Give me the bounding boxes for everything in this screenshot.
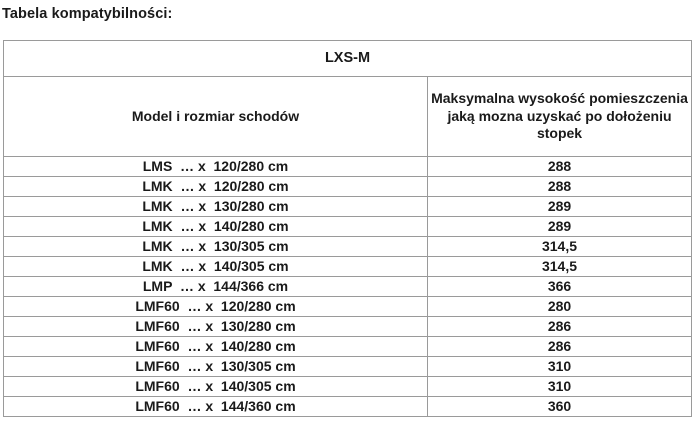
table-body bbox=[4, 157, 692, 417]
table-row bbox=[4, 277, 692, 297]
table-caption: LXS-M bbox=[4, 41, 692, 77]
model-cell: LMK … x 130/280 cm bbox=[4, 197, 428, 217]
table-row bbox=[4, 157, 692, 177]
table-row bbox=[4, 177, 692, 197]
model-cell: LMS … x 120/280 cm bbox=[4, 157, 428, 177]
table-row bbox=[4, 237, 692, 257]
table-row bbox=[4, 197, 692, 217]
table-row bbox=[4, 217, 692, 237]
height-cell: 288 bbox=[428, 157, 692, 177]
height-cell: 280 bbox=[428, 297, 692, 317]
height-cell: 314,5 bbox=[428, 237, 692, 257]
model-column-header: Model i rozmiar schodów bbox=[4, 77, 428, 157]
model-cell: LMK … x 140/305 cm bbox=[4, 257, 428, 277]
model-cell: LMF60 … x 140/280 cm bbox=[4, 337, 428, 357]
height-cell: 286 bbox=[428, 337, 692, 357]
table-row bbox=[4, 397, 692, 417]
height-cell: 286 bbox=[428, 317, 692, 337]
model-cell: LMF60 … x 144/360 cm bbox=[4, 397, 428, 417]
table-row bbox=[4, 297, 692, 317]
height-cell: 314,5 bbox=[428, 257, 692, 277]
height-cell: 289 bbox=[428, 197, 692, 217]
height-cell: 310 bbox=[428, 377, 692, 397]
model-cell: LMF60 … x 130/305 cm bbox=[4, 357, 428, 377]
table-header-row bbox=[4, 77, 692, 157]
model-cell: LMP … x 144/366 cm bbox=[4, 277, 428, 297]
page-title: Tabela kompatybilności: bbox=[2, 6, 173, 22]
model-cell: LMK … x 130/305 cm bbox=[4, 237, 428, 257]
model-cell: LMK … x 120/280 cm bbox=[4, 177, 428, 197]
height-cell: 289 bbox=[428, 217, 692, 237]
height-cell: 288 bbox=[428, 177, 692, 197]
table-row bbox=[4, 257, 692, 277]
height-cell: 310 bbox=[428, 357, 692, 377]
height-cell: 360 bbox=[428, 397, 692, 417]
height-column-header: Maksymalna wysokość pomieszczenia jaką mozna uzyskać po dołożeniu stopek bbox=[428, 77, 692, 157]
table-row bbox=[4, 317, 692, 337]
model-cell: LMK … x 140/280 cm bbox=[4, 217, 428, 237]
compatibility-table bbox=[3, 40, 692, 417]
table-caption-row bbox=[4, 41, 692, 77]
table-row bbox=[4, 357, 692, 377]
model-cell: LMF60 … x 120/280 cm bbox=[4, 297, 428, 317]
table-row bbox=[4, 377, 692, 397]
height-cell: 366 bbox=[428, 277, 692, 297]
table-row bbox=[4, 337, 692, 357]
model-cell: LMF60 … x 130/280 cm bbox=[4, 317, 428, 337]
model-cell: LMF60 … x 140/305 cm bbox=[4, 377, 428, 397]
